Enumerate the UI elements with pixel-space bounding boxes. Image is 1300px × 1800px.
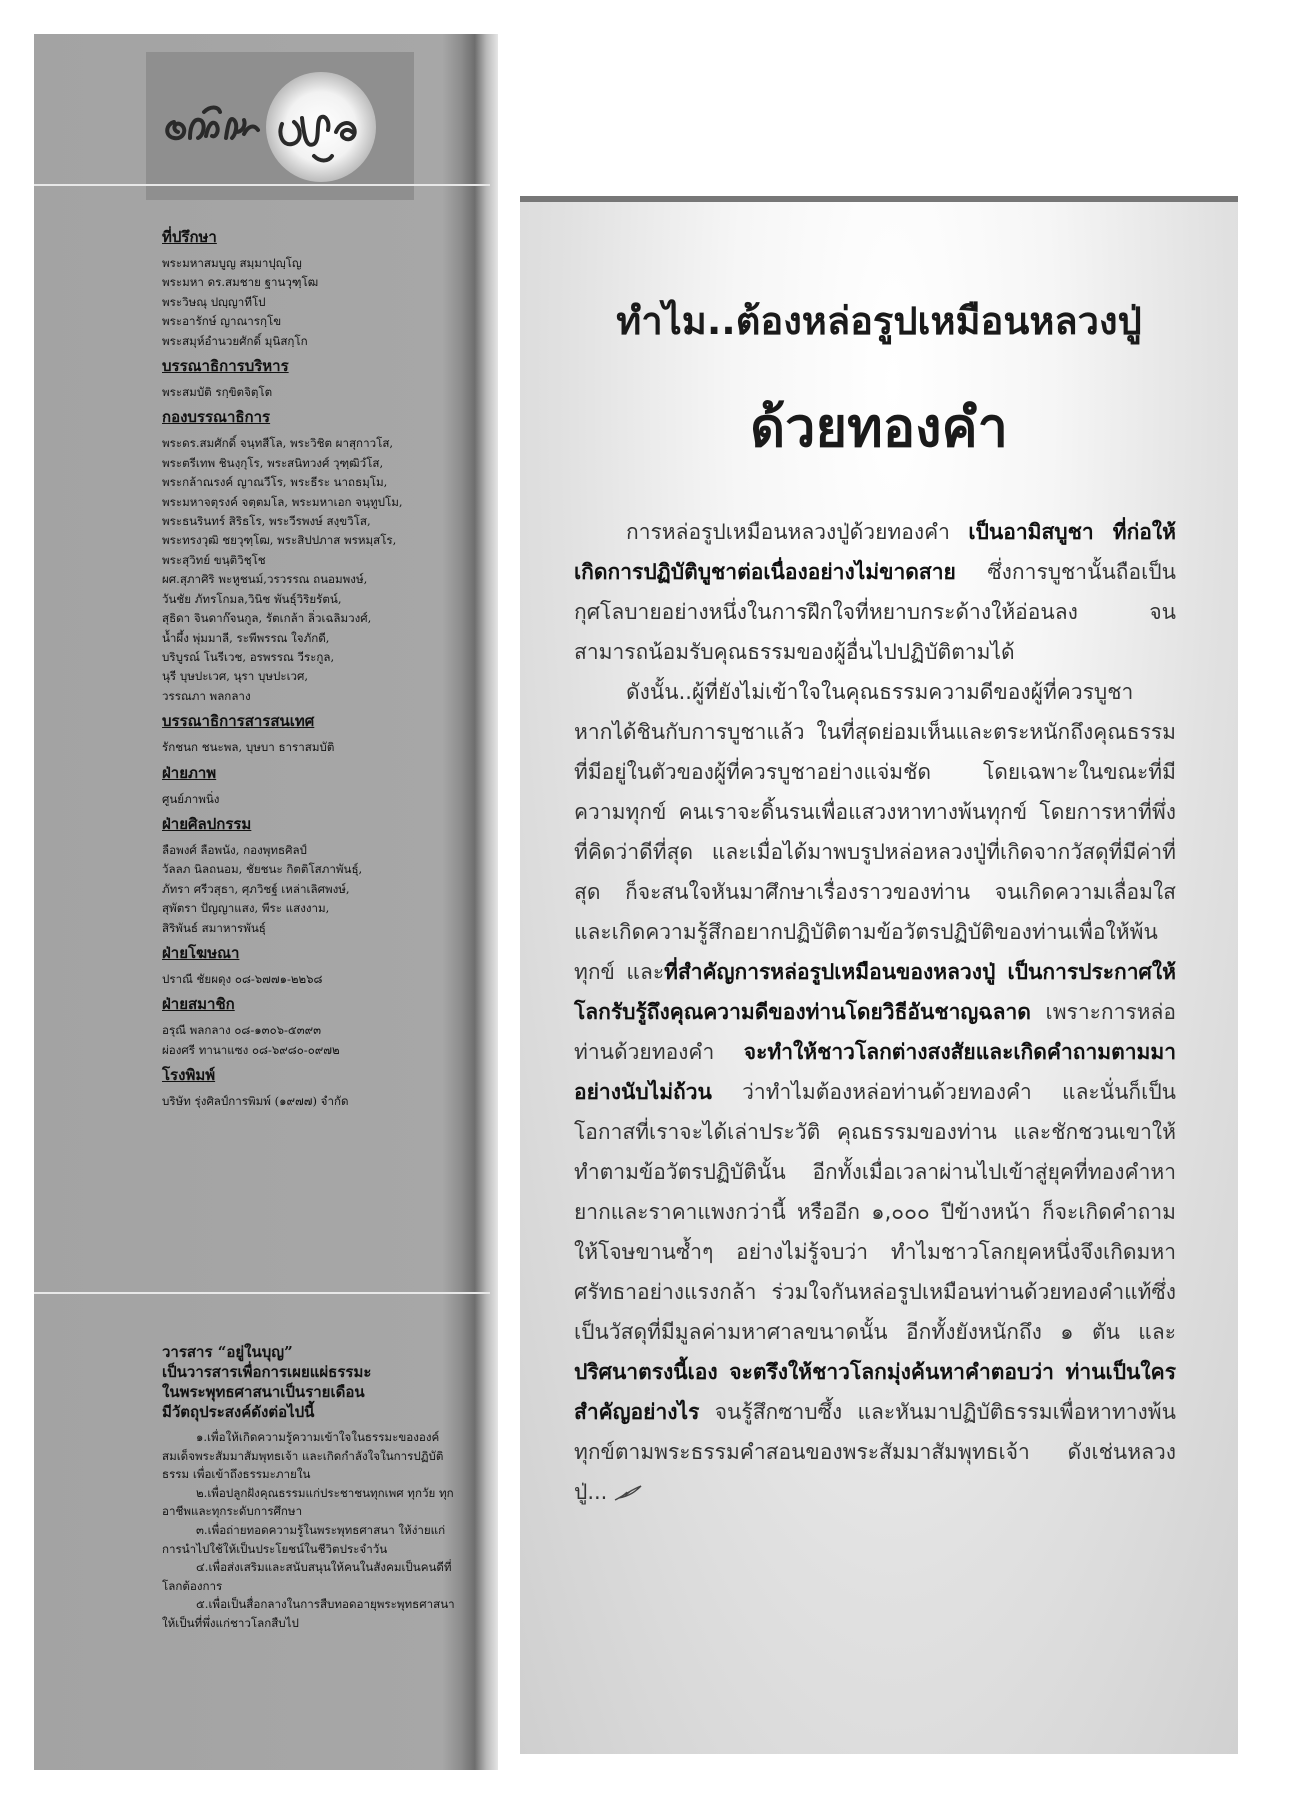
staff-line: วันชัย ภัทรโกมล,วินิช พันธุ์วิริยรัตน์, [162,591,342,606]
body-text-run: เพราะการหล่อท่านด้วยทองคำ [574,1000,1176,1064]
staff-line: ผ่องศรี ทานาแซง ๐๘-๖๙๘๐-๐๙๗๒ [162,1042,340,1057]
section-body [162,841,462,938]
staff-line: พระวิษณุ ปญฺญาทีโป [162,294,266,309]
mission-item: ๕.เพื่อเป็นสื่อกลางในการสืบทอดอายุพระพุทธศาสนาให้เป็นที่พึ่งแก่ชาวโลกสืบไป [162,1597,455,1630]
mission-title-line: ในพระพุทธศาสนาเป็นรายเดือน [162,1383,365,1401]
staff-line: ลือพงศ์ ลือพนัง, กองพุทธศิลป์ [162,842,307,857]
staff-line: น้ำผึ้ง พุ่มมาลี, ระพีพรรณ ใจภักดี, [162,630,330,645]
section-body [162,434,462,706]
section-body [162,970,462,989]
section-heading: ฝ่ายโฆษณา [162,943,240,962]
staff-line: รักชนก ชนะพล, บุษบา ธาราสมบัติ [162,740,335,755]
staff-line: พระอารักษ์ ญาณารกฺโข [162,314,282,329]
emphasis-text: เป็นอามิสบูชา ที่ก่อให้เกิดการปฏิบัติบูชาต่อเนื่องอย่างไม่ขาดสาย [574,520,1176,584]
staff-line: วัลลภ นิลถนอม, ชัยชนะ กิตติโสภาพันธุ์, [162,862,363,877]
staff-line: สุพัตรา ปัญญาแสง, พีระ แสงงาม, [162,901,330,916]
emphasis-text: ที่สำคัญการหล่อรูปเหมือนของหลวงปู่ เป็นการประกาศให้โลกรับรู้ถึงคุณความดีของท่านโดยวิธีอันชาญฉลาด [574,960,1176,1024]
mission-item: ๒.เพื่อปลูกฝังคุณธรรมแก่ประชาชนทุกเพศ ทุกวัย ทุกอาชีพและทุกระดับการศึกษา [162,1485,454,1519]
body-text-run: ซึ่งการบูชานั้นถือเป็นกุศโลบายอย่างหนึ่งในการฝึกใจที่หยาบกระด้างให้อ่อนลง จนสามารถน้อมรับคุณธรรมของผู้อื่นไปปฏิบัติตามได้ [574,560,1176,664]
feather-icon [613,1484,643,1502]
staff-line: พระดร.สมศักดิ์ จนฺทสีโล, พระวิชิต ผาสุกาวโส, [162,436,394,451]
staff-list [162,222,462,1117]
section-heading: ที่ปรึกษา [162,228,217,246]
staff-line: ปราณี ชัยผดุง ๐๘-๖๗๗๑-๒๒๖๘ [162,971,323,986]
section-heading: กองบรรณาธิการ [162,408,271,427]
section-heading: ฝ่ายศิลปกรรม [162,814,252,833]
section-heading: บรรณาธิการสารสนเทศ [162,712,315,731]
mission-title-line: วารสาร “อยู่ในบุญ” [162,1343,293,1361]
section-body [162,790,462,809]
body-text-run: การหล่อรูปเหมือนหลวงปู่ด้วยทองคำ [626,520,969,544]
magazine-logo [146,52,414,200]
section-body [162,1092,462,1111]
staff-line: พระมหา ดร.สมชาย ฐานวุฑฺโฒ [162,275,319,290]
staff-line: พระธนรินทร์ สิริธโร, พระวีรพงษ์ สงฺขวิโส, [162,514,371,529]
staff-line: บริบูรณ์ โนรีเวช, อรพรรณ วีระกูล, [162,649,335,664]
emphasis-text: จะทำให้ชาวโลกต่างสงสัยและเกิดคำถามตามมาอย่างนับไม่ถ้วน [574,1040,1176,1104]
mission-title-line: มีวัตถุประสงค์ดังต่อไปนี้ [162,1403,315,1421]
section-body [162,254,462,351]
body-text-run: ดังนั้น..ผู้ที่ยังไม่เข้าใจในคุณธรรมความดีของผู้ที่ควรบูชา หากได้ชินกับการบูชาแล้ว ในที่สุดย่อมเห็นและตระหนักถึงคุณธรรมที่มีอยู่ในตัวของผู้ที่ควรบูชาอย่างแจ่มชัด โดยเฉพาะในขณะที่มีความทุกข์ คนเราจะดิ้นรนเพื่อแสวงหาทางพ้นทุกข์ โดยการหาที่พึ่งที่คิดว่าดีที่สุด และเมื่อได้มาพบรูปหล่อหลวงปู่ที่เกิดจากวัสดุที่มีค่าที่สุด ก็จะสนใจหันมาศึกษาเรื่องราวของท่าน จนเกิดความเลื่อมใส และเกิดความรู้สึกอยากปฏิบัติตามข้อวัตรปฏิบัติของท่านเพื่อให้พ้นทุกข์ และ [574,680,1176,984]
staff-line: พระทรงวุฒิ ชยวุฑฺโฒ, พระสิปปภาส พรหมฺสโร, [162,533,397,548]
body-text-run: ว่าทำไมต้องหล่อท่านด้วยทองคำ และนั่นก็เป็นโอกาสที่เราจะได้เล่าประวัติ คุณธรรมของท่าน และชักชวนเขาให้ทำตามข้อวัตรปฏิบัตินั้น อีกทั้งเมื่อเวลาผ่านไปเข้าสู่ยุคที่ทองคำหายากและราคาแพงกว่านี้ หรืออีก ๑,๐๐๐ ปีข้างหน้า ก็จะเกิดคำถามให้โจษขานซ้ำๆ อย่างไม่รู้จบว่า ทำไมชาวโลกยุคหนึ่งจึงเกิดมหาศรัทธาอย่างแรงกล้า ร่วมใจกันหล่อรูปเหมือนท่านด้วยทองคำแท้ซึ่งเป็นวัสดุที่มีมูลค่ามหาศาลขนาดนั้น อีกทั้งยังหนักถึง ๑ ตัน และ [574,1080,1176,1344]
staff-line: ศูนย์ภาพนิ่ง [162,791,220,806]
article-panel [520,196,1238,1754]
staff-line: พระสุวิทย์ ขนฺติวิชฺโช [162,552,266,567]
body-text-run: จนรู้สึกซาบซึ้ง และหันมาปฏิบัติธรรมเพื่อหาทางพ้นทุกข์ตามพระธรรมคำสอนของพระสัมมาสัมพุทธเจ้า ดังเช่นหลวงปู่... [574,1400,1176,1504]
staff-line: อรุณี พลกลาง ๐๘-๑๓๐๖-๕๓๙๓ [162,1023,322,1038]
staff-line: สิริพันธ์ สมาหารพันธุ์ [162,920,266,935]
article-title: ทำไม..ต้องหล่อรูปเหมือนหลวงปู่ [616,299,1142,343]
staff-line: พระสมุห์อำนวยศักดิ์ มุนิสกฺโก [162,333,308,348]
mission-title-line: เป็นวารสารเพื่อการเผยแผ่ธรรมะ [162,1363,372,1381]
article-paragraph-2 [574,672,1176,1512]
mission-item: ๓.เพื่อถ่ายทอดความรู้ในพระพุทธศาสนา ให้ง่ายแก่การนำไปใช้ให้เป็นประโยชน์ในชีวิตประจำวัน [162,1522,446,1556]
staff-line: พระตรีเทพ ชินงฺกุโร, พระสนิทวงศ์ วุฑฺฒิวํโส, [162,455,384,470]
logo-calligraphy-icon [146,52,414,200]
staff-line: พระกล้าณรงค์ ญาณวีโร, พระธีระ นาถธมฺโม, [162,475,388,490]
staff-line: บริษัท รุ่งศิลป์การพิมพ์ (๑๙๗๗) จำกัด [162,1094,349,1109]
section-heading: โรงพิมพ์ [162,1066,216,1085]
article-paragraph-1 [574,512,1176,672]
staff-line: สุธิดา จินดาก๊จนกูล, รัตเกล้า ลิ่วเฉลิมวงศ์, [162,611,372,626]
section-body [162,383,462,402]
staff-line: พระมหาสมบูญ สมฺมาปุญฺโญ [162,256,302,270]
staff-line: ผศ.สุภาศิริ พะหูชนม์,วรวรรณ ถนอมพงษ์, [162,572,368,587]
mission-item: ๑.เพื่อให้เกิดความรู้ความเข้าใจในธรรมะขององค์สมเด็จพระสัมมาสัมพุทธเจ้า และเกิดกำลังใจในการปฏิบัติธรรม เพื่อเข้าถึงธรรมะภายใน [162,1430,444,1482]
mission-title [162,1342,462,1422]
staff-line: พระสมบัติ รกฺขิตจิตฺโต [162,385,273,400]
section-body [162,1021,462,1060]
section-heading: บรรณาธิการบริหาร [162,357,289,376]
section-heading: ฝ่ายภาพ [162,763,217,782]
emphasis-text: ปริศนาตรงนี้เอง จะตรึงให้ชาวโลกมุ่งค้นหาคำตอบว่า ท่านเป็นใคร สำคัญอย่างไร [574,1360,1176,1424]
article-top-rule [520,196,1238,202]
staff-line: ภัทรา ศรีวสุธา, ศุภวิชฐ์ เหล่าเลิศพงษ์, [162,881,350,896]
sidebar-panel [34,34,498,1770]
mission-statement [162,1342,462,1633]
article-body [574,512,1176,1512]
section-body [162,738,462,757]
staff-line: วรรณภา พลกลาง [162,688,251,703]
sidebar-divider-top [34,184,490,186]
article-title-emphasis: ด้วยทองคำ [750,396,1008,459]
sidebar-divider-bottom [34,1292,490,1294]
mission-item: ๔.เพื่อส่งเสริมและสนับสนุนให้คนในสังคมเป็นคนดีที่โลกต้องการ [162,1560,452,1593]
section-heading: ฝ่ายสมาชิก [162,995,235,1014]
staff-line: พระมหาจตุรงค์ จตฺตมโล, พระมหาเอก จนฺทูปโม, [162,494,403,509]
staff-line: นุรี บุษปะเวศ, นุรา บุษปะเวศ, [162,669,309,684]
